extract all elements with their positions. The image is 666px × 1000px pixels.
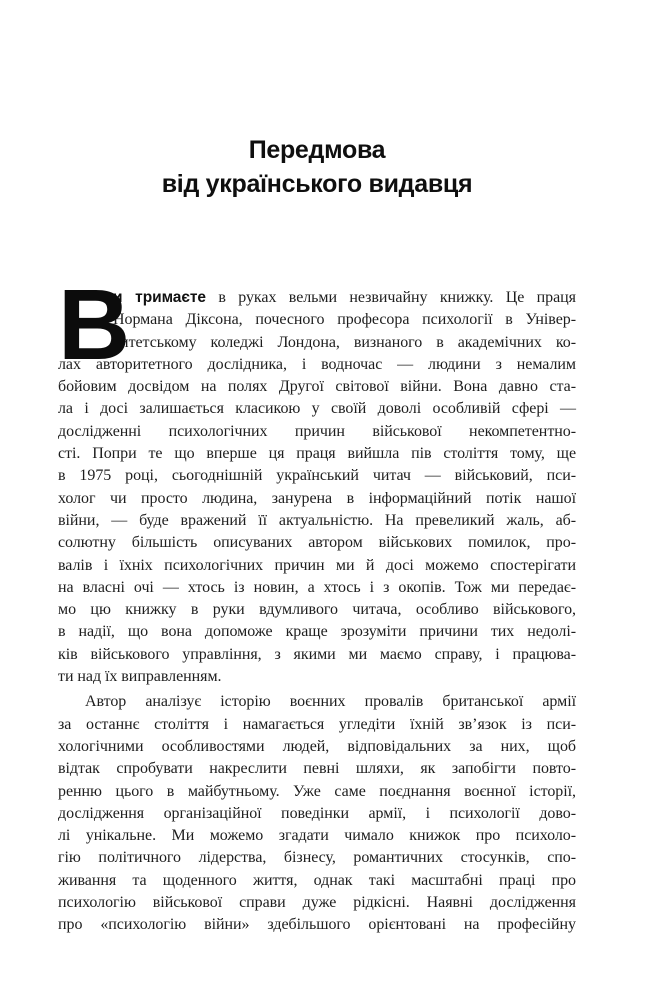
paragraph-2: [58, 691, 576, 936]
chapter-title: [58, 133, 576, 201]
text-line: відтак спробувати накреслити певні шляхи, як запобігти повто-: [58, 760, 576, 778]
body-text: [58, 269, 576, 937]
text-line: валів і їхніх психологічних причин ми й досі можемо спостерігати: [58, 556, 576, 574]
drop-cap: [58, 269, 131, 381]
text-line: за останнє століття і намагається угледіти їхній зв’язок із пси-: [58, 715, 576, 733]
line-text: в руках вельми незвичайну книжку. Це праця: [206, 289, 576, 306]
text-line: ти над їх виправленням.: [58, 668, 222, 686]
text-line: ситетському коледжі Лондона, визнаного в академічних ко-: [113, 333, 576, 351]
text-line: про «психологію війни» здебільшого орієнтовані на професійну: [58, 916, 576, 934]
bold-lead-text: и тримаєте: [113, 289, 206, 306]
chapter-title-line-2: від українського видавця: [161, 170, 473, 198]
text-line: на власні очі — хтось із новин, а хтось і з окопів. Тож ми передає-: [58, 578, 576, 596]
text-line: бойовим досвідом на полях Другої світової війни. Вона давно ста-: [58, 378, 576, 396]
text-line: Нормана Діксона, почесного професора психології в Універ-: [113, 311, 576, 329]
chapter-title-line-1: Передмова: [248, 136, 386, 164]
text-line: Автор аналізує історію воєнних провалів британської армії: [85, 693, 576, 711]
text-line: [58, 287, 576, 309]
text-line: дослідження організаційної поведінки армії, і психології дово-: [58, 804, 576, 822]
text-line: гію політичного лідерства, бізнесу, романтичних стосунків, спо-: [58, 849, 576, 867]
text-line: лі унікальне. Ми можемо згадати чимало книжок про психоло-: [58, 827, 576, 845]
paragraph-1: [58, 269, 576, 688]
text-line: лах авторитетного дослідника, і водночас — людини з немалим: [58, 355, 576, 373]
text-line: ла і досі залишається класикою у своїй доволі особливій сфері —: [58, 400, 576, 418]
text-line: живання та щоденного життя, однак такі масштабні праці про: [58, 871, 576, 889]
text-line: солютну більшість описуваних автором військових помилок, про-: [58, 534, 576, 552]
text-line: дослідженні психологічних причин військової некомпетентно-: [58, 422, 576, 440]
text-line: психологію військової справи дуже рідкісні. Наявні дослідження: [58, 894, 576, 912]
text-line: холог чи просто людина, занурена в інформаційний потік нашої: [58, 489, 576, 507]
text-line: ренню цього в майбутньому. Уже саме поєднання воєнної історії,: [58, 782, 576, 800]
drop-cap-letter: В: [58, 269, 131, 381]
text-line: хологічними особливостями людей, відповідальних за них, щоб: [58, 737, 576, 755]
text-line: в надії, що вона допоможе краще зрозуміти причини тих недолі-: [58, 623, 576, 641]
text-line: сті. Попри те що вперше ця праця вийшла пів століття тому, ще: [58, 445, 576, 463]
text-line: ків військового управління, з якими ми маємо справу, і працюва-: [58, 645, 576, 663]
text-line: війни, — буде вражений її актуальністю. На превеликий жаль, аб-: [58, 511, 576, 529]
text-line: мо цю книжку в руки вдумливого читача, особливо військового,: [58, 601, 576, 619]
text-line: в 1975 році, сьогоднішній український читач — військовий, пси-: [58, 467, 576, 485]
